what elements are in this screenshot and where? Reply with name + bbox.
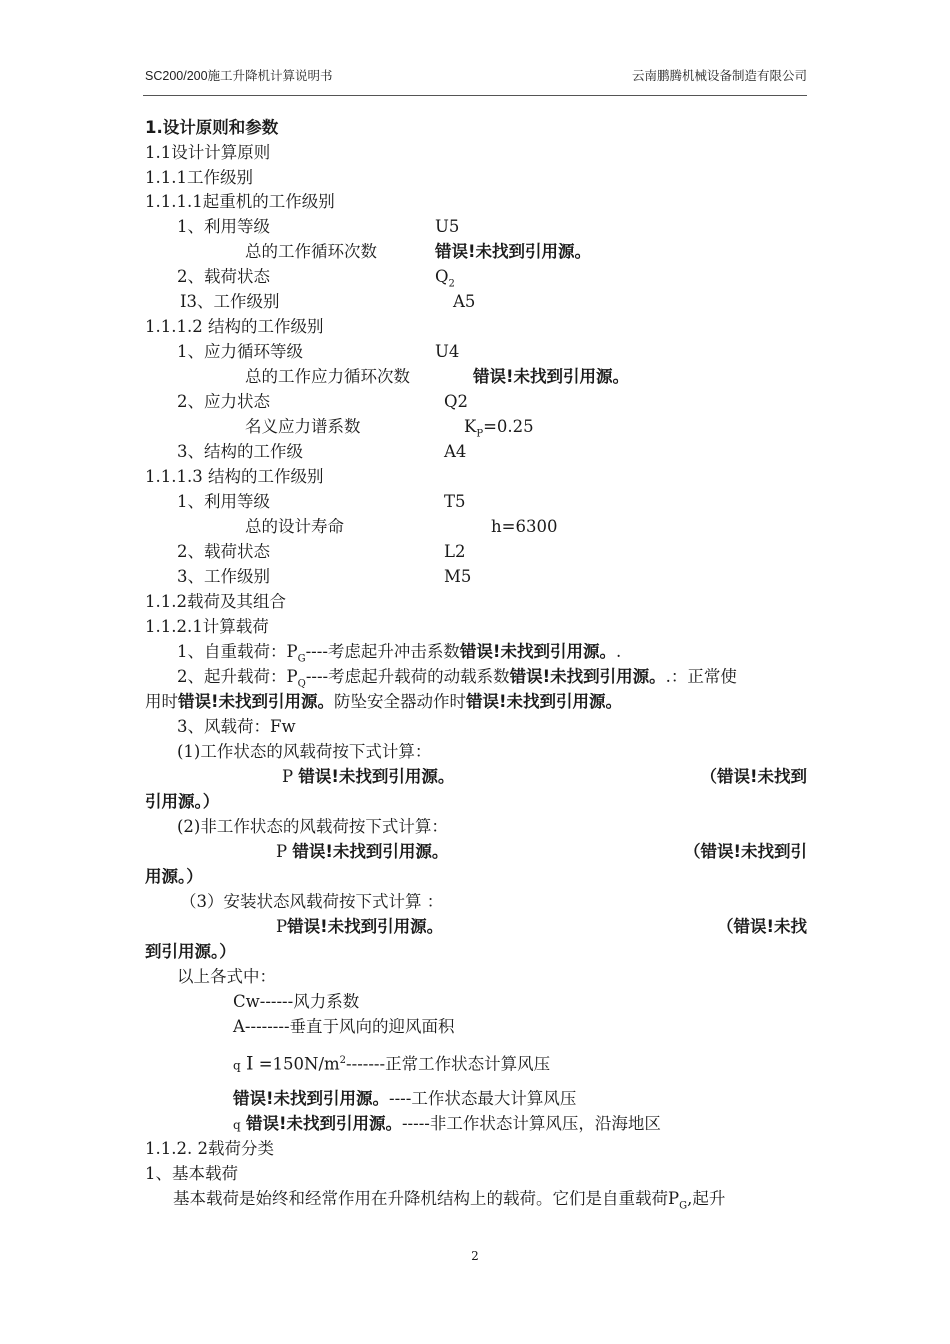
param-value: U5: [435, 217, 460, 236]
section-heading-1: 1.设计原则和参数: [145, 118, 279, 137]
param-label: 总的设计寿命: [245, 517, 344, 536]
param-label: 2、应力状态: [177, 392, 270, 411]
equation-number: （错误!未找到: [700, 767, 807, 786]
param-label: 总的工作应力循环次数: [245, 367, 410, 386]
paragraph-line: 基本载荷是始终和经常作用在升降机结构上的载荷。它们是自重载荷$P_G$,起升: [173, 1189, 726, 1212]
paragraph-line: 以上各式中：: [177, 967, 276, 986]
definition-line: q $I =150N/m^2-------$正常工作状态计算风压: [233, 1052, 551, 1075]
equation-number: （错误!未找: [716, 917, 807, 936]
page-number: 2: [471, 1249, 479, 1263]
formula-line: P错误!未找到引用源。: [276, 917, 444, 936]
header-document-title: SC200/200施工升降机计算说明书: [145, 69, 333, 83]
param-value: Q2: [444, 392, 469, 411]
param-value: A4: [444, 442, 467, 461]
param-label: 1、利用等级: [177, 492, 270, 511]
section-heading-1-1: 1.1设计计算原则: [145, 143, 271, 162]
param-label: I3、工作级别: [180, 292, 280, 311]
section-heading-1-1-1: 1.1.1工作级别: [145, 168, 253, 187]
paragraph-line: 用时错误!未找到引用源。防坠安全器动作时错误!未找到引用源。: [145, 692, 623, 711]
param-label: 3、工作级别: [177, 567, 270, 586]
error-reference: 错误!未找到引用源。: [435, 242, 592, 261]
section-heading-1-1-1-2: 1.1.1.2 结构的工作级别: [145, 317, 324, 336]
param-label: 1、应力循环等级: [177, 342, 303, 361]
definition-line: A--------垂直于风向的迎风面积: [233, 1017, 455, 1036]
param-value: A5: [453, 292, 476, 311]
param-value: T5: [444, 492, 466, 511]
paragraph-line: （3）安装状态风载荷按下式计算 ：: [180, 892, 444, 911]
paragraph-line: 2、起升载荷：$P_Q----$考虑起升载荷的动载系数错误!未找到引用源。.：正常使: [177, 667, 737, 690]
param-value: U4: [435, 342, 460, 361]
paragraph-line: 3、风载荷：Fw: [177, 717, 296, 736]
definition-line: 错误!未找到引用源。----工作状态最大计算风压: [233, 1089, 577, 1108]
formula-line: P 错误!未找到引用源。: [282, 767, 455, 786]
param-label: 2、载荷状态: [177, 267, 270, 286]
param-label: 3、结构的工作级: [177, 442, 303, 461]
definition-line: q 错误!未找到引用源。-----非工作状态计算风压，沿海地区: [233, 1114, 661, 1133]
section-heading-1-1-2: 1.1.2载荷及其组合: [145, 592, 286, 611]
equation-number-cont: 到引用源。）: [145, 942, 236, 961]
equation-number-cont: 引用源。）: [145, 792, 220, 811]
formula-line: P 错误!未找到引用源。: [276, 842, 449, 861]
definition-line: Cw------风力系数: [233, 992, 360, 1011]
param-label: 2、载荷状态: [177, 542, 270, 561]
paragraph-line: 1、自重载荷：$P_G----$考虑起升冲击系数错误!未找到引用源。.: [177, 642, 622, 665]
section-heading-1-1-1-3: 1.1.1.3 结构的工作级别: [145, 467, 324, 486]
section-heading-1-1-2-1: 1.1.2.1计算载荷: [145, 617, 269, 636]
param-value: h=6300: [491, 517, 558, 536]
param-value: $K_P=0.25$: [464, 417, 534, 440]
param-label: 名义应力谱系数: [245, 417, 361, 436]
paragraph-line: 1、基本载荷: [145, 1164, 238, 1183]
param-value: L2: [444, 542, 466, 561]
paragraph-line: (2)非工作状态的风载荷按下式计算：: [177, 817, 448, 836]
param-value: M5: [444, 567, 472, 586]
param-label: 1、利用等级: [177, 217, 270, 236]
equation-number-cont: 用源。）: [145, 867, 203, 886]
equation-number: （错误!未找到引: [683, 842, 807, 861]
section-heading-1-1-2-2: 1.1.2. 2载荷分类: [145, 1139, 274, 1158]
param-value: $Q_2$: [435, 267, 455, 290]
paragraph-line: (1)工作状态的风载荷按下式计算：: [177, 742, 432, 761]
param-label: 总的工作循环次数: [245, 242, 377, 261]
section-heading-1-1-1-1: 1.1.1.1起重机的工作级别: [145, 192, 335, 211]
header-rule: [143, 95, 807, 96]
header-company-name: 云南鹏腾机械设备制造有限公司: [631, 69, 807, 83]
error-reference: 错误!未找到引用源。: [473, 367, 630, 386]
